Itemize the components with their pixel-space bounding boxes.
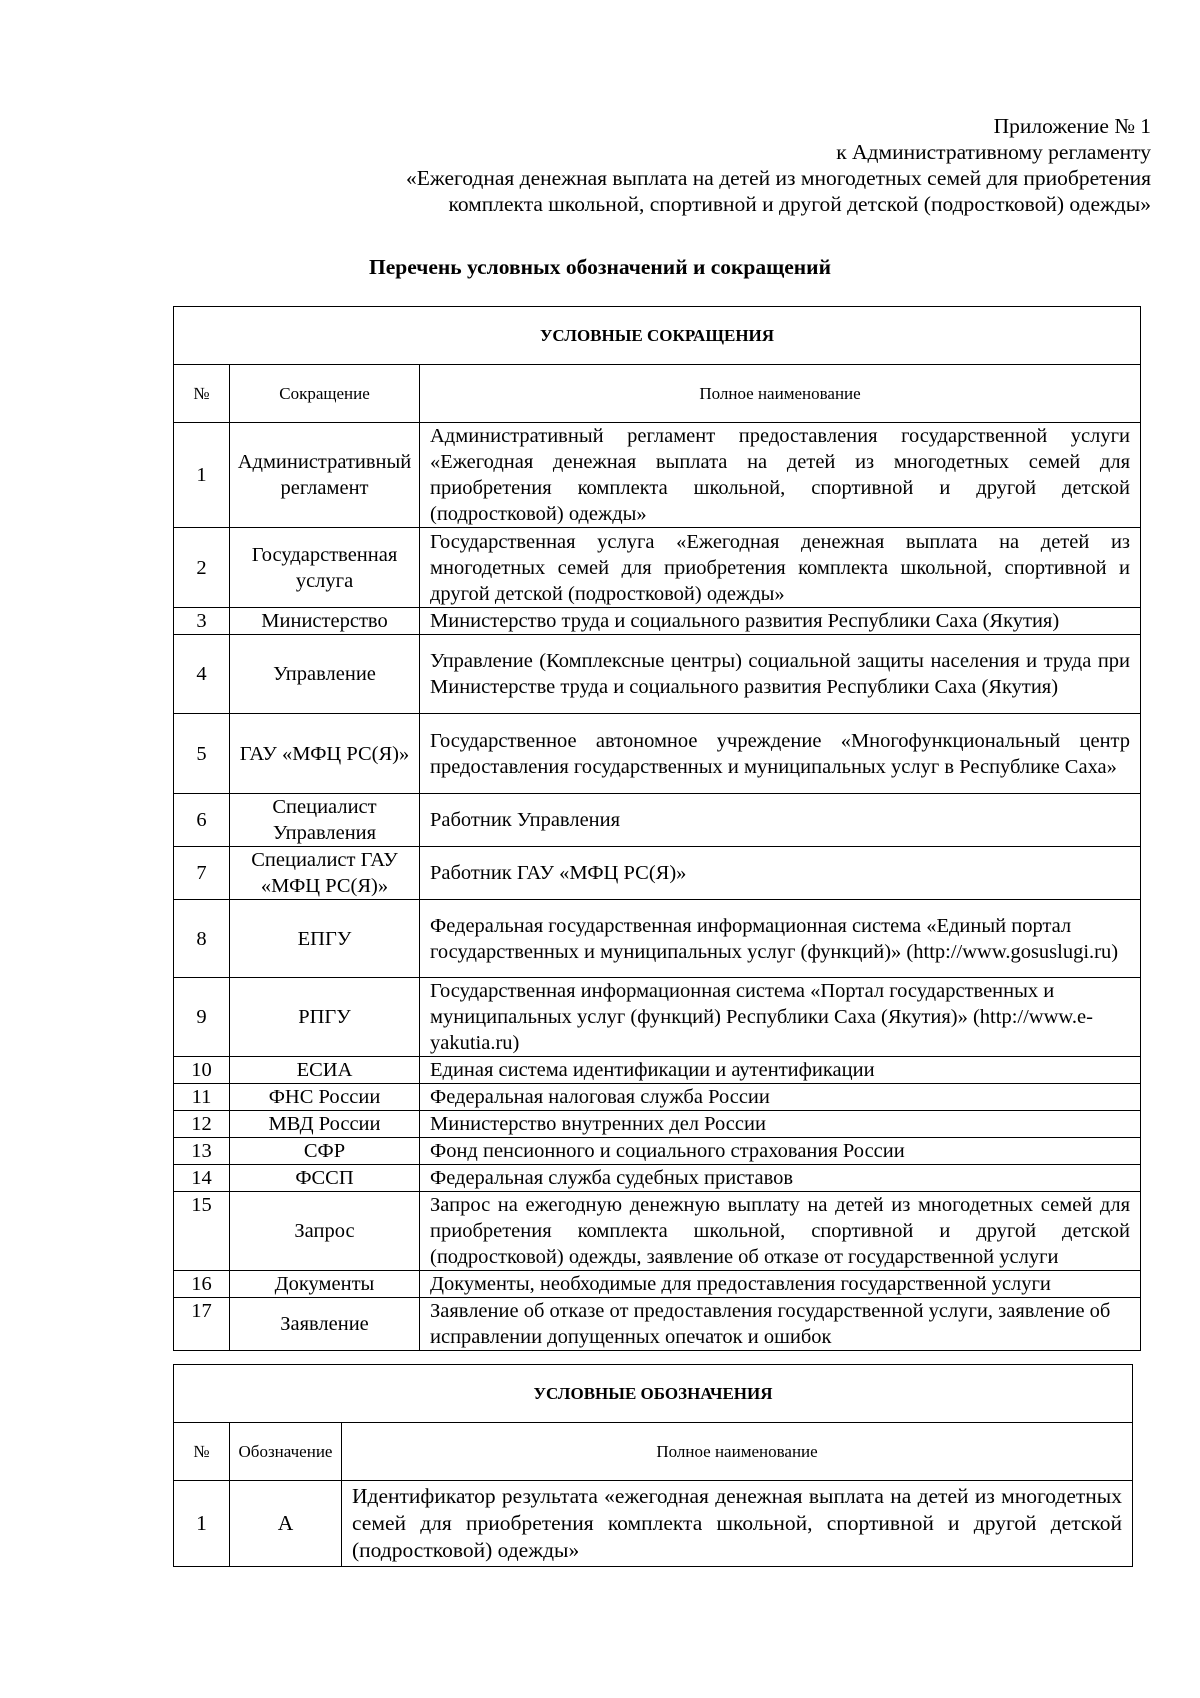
header-line: к Административному регламенту [836,140,1151,164]
row-abbreviation: Заявление [230,1298,420,1351]
column-header-number: № [174,365,230,423]
row-full-name: Работник ГАУ «МФЦ РС(Я)» [420,847,1141,900]
row-full-name: Государственная информационная система «Портал государственных и муниципальных услуг (функций) Республики Саха (Якутия)» (http://www.e-yakutia.ru) [420,978,1141,1057]
table-row [174,1057,1141,1084]
table-row [174,794,1141,847]
table-row [174,714,1141,794]
table-row [174,847,1141,900]
row-abbreviation: Документы [230,1271,420,1298]
row-full-name: Запрос на ежегодную денежную выплату на детей из многодетных семей для приобретения комплекта школьной, спортивной и другой детской (подростковой) одежды, заявление об отказе от государственной услуги [420,1192,1141,1271]
row-abbreviation: Специалист ГАУ «МФЦ РС(Я)» [230,847,420,900]
row-number: 8 [174,900,230,978]
row-abbreviation: ЕСИА [230,1057,420,1084]
table-row [174,635,1141,714]
column-header-designation: Обозначение [230,1423,342,1481]
column-header-full-name: Полное наименование [342,1423,1133,1481]
row-full-name: Единая система идентификации и аутентификации [420,1057,1141,1084]
row-full-name: Федеральная налоговая служба России [420,1084,1141,1111]
table-row [174,1165,1141,1192]
column-header-full-name: Полное наименование [420,365,1141,423]
row-number: 14 [174,1165,230,1192]
table-row [174,1111,1141,1138]
table-row [174,1192,1141,1271]
row-number: 1 [174,1481,230,1567]
row-abbreviation: ЕПГУ [230,900,420,978]
designations-table [173,1364,1133,1567]
row-number: 3 [174,608,230,635]
row-number: 5 [174,714,230,794]
table-row [174,900,1141,978]
column-header-abbreviation: Сокращение [230,365,420,423]
row-number: 7 [174,847,230,900]
row-full-name: Идентификатор результата «ежегодная денежная выплата на детей из многодетных семей для приобретения комплекта школьной, спортивной и другой детской (подростковой) одежды» [342,1481,1133,1567]
table-row [174,1138,1141,1165]
row-full-name: Министерство внутренних дел России [420,1111,1141,1138]
table-row [174,423,1141,528]
abbreviations-table [173,306,1141,1351]
row-full-name: Фонд пенсионного и социального страхования России [420,1138,1141,1165]
row-full-name: Государственная услуга «Ежегодная денежная выплата на детей из многодетных семей для приобретения комплекта школьной, спортивной и другой детской (подростковой) одежды» [420,528,1141,608]
row-full-name: Работник Управления [420,794,1141,847]
row-abbreviation: МВД России [230,1111,420,1138]
row-number: 6 [174,794,230,847]
header-line: Приложение № 1 [993,114,1151,138]
table-row [174,608,1141,635]
row-abbreviation: РПГУ [230,978,420,1057]
row-abbreviation: ФССП [230,1165,420,1192]
row-number: 17 [174,1298,230,1351]
row-number: 11 [174,1084,230,1111]
row-abbreviation: Государственная услуга [230,528,420,608]
row-abbreviation: СФР [230,1138,420,1165]
row-number: 4 [174,635,230,714]
row-abbreviation: Министерство [230,608,420,635]
row-full-name: Государственное автономное учреждение «Многофункциональный центр предоставления государственных и муниципальных услуг в Республике Саха» [420,714,1141,794]
row-full-name: Федеральная государственная информационная система «Единый портал государственных и муниципальных услуг (функций)» (http://www.gosuslugi.ru) [420,900,1141,978]
row-designation: А [230,1481,342,1567]
row-number: 15 [174,1192,230,1271]
table-row [174,528,1141,608]
row-abbreviation: Специалист Управления [230,794,420,847]
table-caption: УСЛОВНЫЕ ОБОЗНАЧЕНИЯ [174,1365,1133,1423]
row-number: 13 [174,1138,230,1165]
row-full-name: Заявление об отказе от предоставления государственной услуги, заявление об исправлении допущенных опечаток и ошибок [420,1298,1141,1351]
table-row [174,1271,1141,1298]
row-full-name: Министерство труда и социального развития Республики Саха (Якутия) [420,608,1141,635]
column-header-number: № [174,1423,230,1481]
table-row [174,1298,1141,1351]
row-number: 2 [174,528,230,608]
row-abbreviation: ГАУ «МФЦ РС(Я)» [230,714,420,794]
row-abbreviation: Запрос [230,1192,420,1271]
row-number: 10 [174,1057,230,1084]
table-row [174,978,1141,1057]
document-title: Перечень условных обозначений и сокращений [369,255,831,279]
row-abbreviation: Административный регламент [230,423,420,528]
row-full-name: Документы, необходимые для предоставления государственной услуги [420,1271,1141,1298]
row-number: 1 [174,423,230,528]
row-full-name: Административный регламент предоставления государственной услуги «Ежегодная денежная выплата на детей из многодетных семей для приобретения комплекта школьной, спортивной и другой детской (подростковой) одежды» [420,423,1141,528]
row-full-name: Управление (Комплексные центры) социальной защиты населения и труда при Министерстве труда и социального развития Республики Саха (Якутия) [420,635,1141,714]
row-number: 9 [174,978,230,1057]
appendix-header [200,113,1151,217]
table-caption: УСЛОВНЫЕ СОКРАЩЕНИЯ [174,307,1141,365]
row-abbreviation: Управление [230,635,420,714]
row-abbreviation: ФНС России [230,1084,420,1111]
table-row [174,1481,1133,1567]
row-number: 16 [174,1271,230,1298]
header-line: комплекта школьной, спортивной и другой детской (подростковой) одежды» [448,192,1151,216]
row-full-name: Федеральная служба судебных приставов [420,1165,1141,1192]
row-number: 12 [174,1111,230,1138]
table-row [174,1084,1141,1111]
header-line: «Ежегодная денежная выплата на детей из многодетных семей для приобретения [406,166,1151,190]
